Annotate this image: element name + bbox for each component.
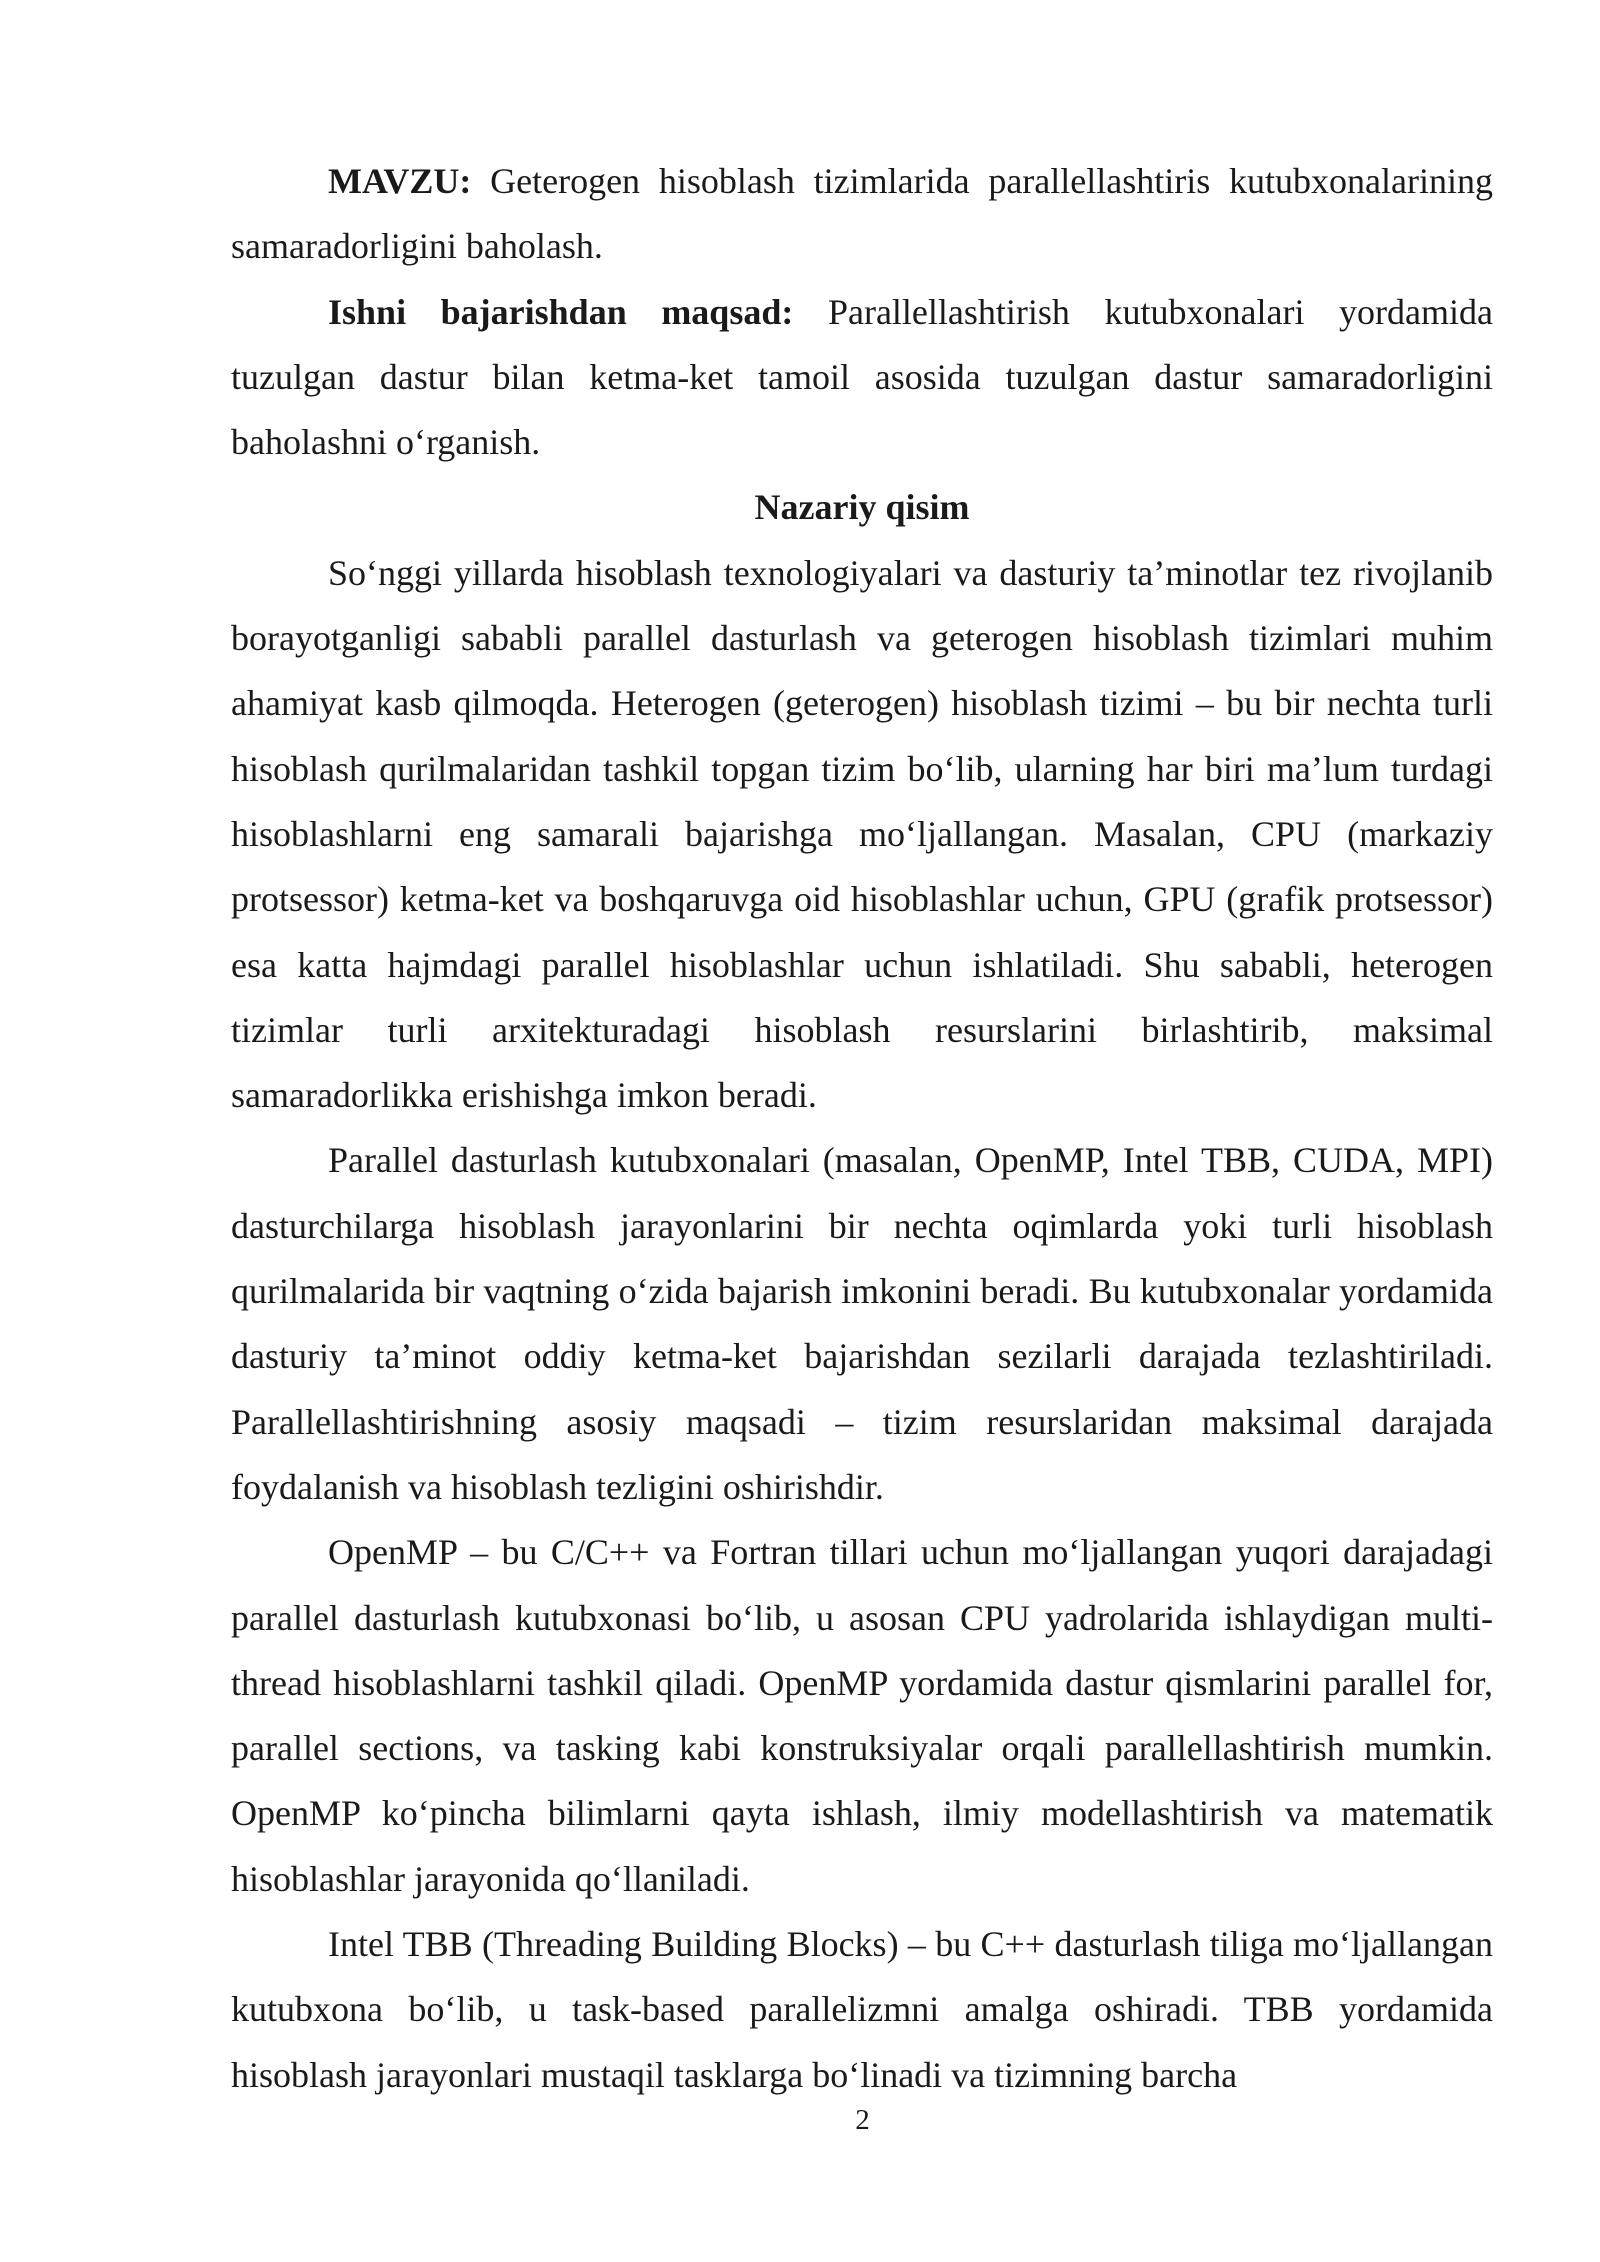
goal-label: Ishni bajarishdan maqsad: (328, 291, 794, 332)
body-paragraph-openmp: OpenMP – bu C/C++ va Fortran tillari uchun mo‘ljallangan yuqori darajadagi parallel dasturlash kutubxonasi bo‘lib, u asosan CPU yadrolarida ishlaydigan multi-thread hisoblashlarni tashkil qiladi. OpenMP yordamida dastur qismlarini parallel for, parallel sections, va tasking kabi konstruksiyalar orqali parallellashtirish mumkin. OpenMP ko‘pincha bilimlarni qayta ishlash, ilmiy modellashtirish va matematik hisoblashlar jarayonida qo‘llaniladi. (231, 1532, 1493, 1899)
topic-label: MAVZU: (328, 161, 472, 201)
body-paragraph-intel-tbb: Intel TBB (Threading Building Blocks) – bu C++ dasturlash tiliga mo‘ljallangan kutubxona bo‘lib, u task-based parallelizmni amalga oshiradi. TBB yordamida hisoblash jarayonlari mustaqil tasklarga bo‘linadi va tizimning barcha (231, 1924, 1493, 2095)
topic-paragraph (231, 149, 1493, 280)
topic-text: Geterogen hisoblash tizimlarida parallellashtiris kutubxonalarining samaradorligini baholash. (231, 161, 1493, 267)
goal-text: Parallellashtirish kutubxonalari yordamida tuzulgan dastur bilan ketma-ket tamoil asosida tuzulgan dastur samaradorligini baholashni o‘rganish. (231, 291, 1493, 463)
section-heading: Nazariy qisim (754, 487, 970, 528)
body-paragraph-heterogeneous-systems: So‘nggi yillarda hisoblash texnologiyalari va dasturiy ta’minotlar tez rivojlanib borayotganligi sababli parallel dasturlash va geterogen hisoblash tizimlari muhim ahamiyat kasb qilmoqda. Heterogen (geterogen) hisoblash tizimi – bu bir nechta turli hisoblash qurilmalaridan tashkil topgan tizim bo‘lib, ularning har biri ma’lum turdagi hisoblashlarni eng samarali bajarishga mo‘ljallangan. Masalan, CPU (markaziy protsessor) ketma-ket va boshqaruvga oid hisoblashlar uchun, GPU (grafik protsessor) esa katta hajmdagi parallel hisoblashlar uchun ishlatiladi. Shu sababli, heterogen tizimlar turli arxitekturadagi hisoblash resurslarini birlashtirib, maksimal samaradorlikka erishishga imkon beradi. (231, 552, 1493, 1116)
page-content (231, 149, 1493, 2108)
page-number: 2 (855, 2104, 870, 2136)
goal-paragraph (231, 280, 1493, 476)
body-paragraph-parallel-libraries: Parallel dasturlash kutubxonalari (masalan, OpenMP, Intel TBB, CUDA, MPI) dasturchilarga hisoblash jarayonlarini bir nechta oqimlarda yoki turli hisoblash qurilmalarida bir vaqtning o‘zida bajarish imkonini beradi. Bu kutubxonalar yordamida dasturiy ta’minot oddiy ketma-ket bajarishdan sezilarli darajada tezlashtiriladi. Parallellashtirishning asosiy maqsadi – tizim resurslaridan maksimal darajada foydalanish va hisoblash tezligini oshirishdir. (231, 1140, 1493, 1507)
